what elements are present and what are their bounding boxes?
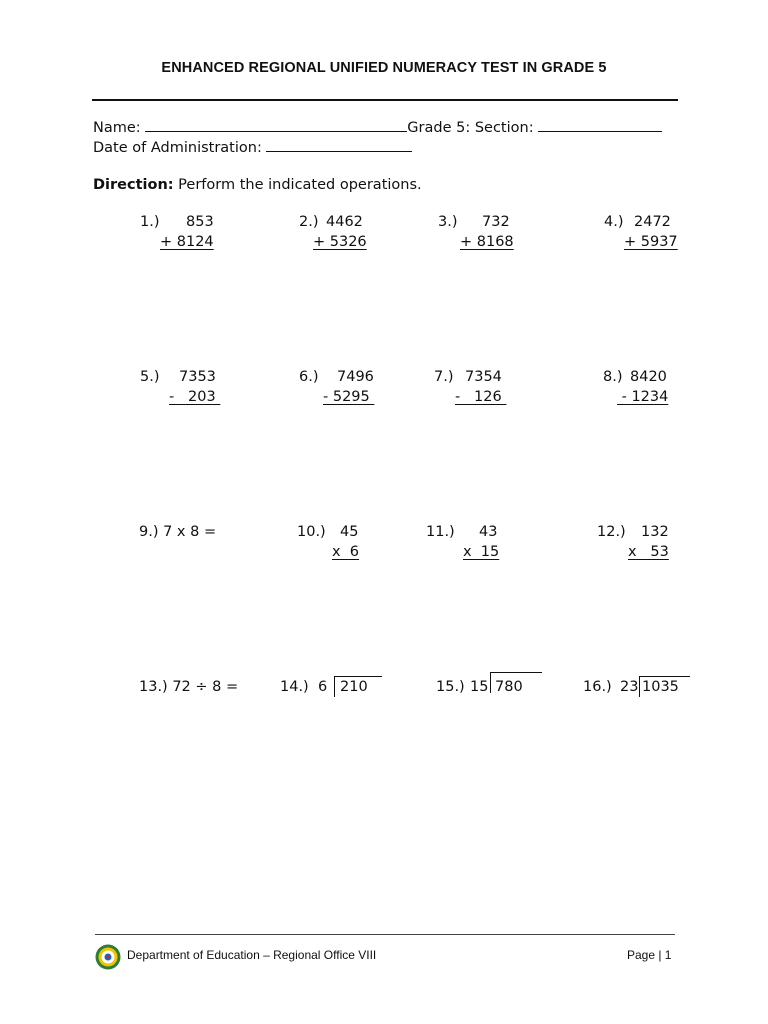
divisor: 6 [318,679,328,695]
problem-number: 1.) [140,214,160,230]
name-field[interactable] [145,118,407,132]
direction-label: Direction: [93,177,174,193]
date-label: Date of Administration: [93,140,262,156]
dividend: 780 [495,679,523,695]
problem-bottom-operand: + 8168 [460,234,514,250]
dividend: 1035 [642,679,679,695]
problem-top-operand: 7354 [465,369,502,385]
problem-number: 5.) [140,369,160,385]
problem-number: 4.) [604,214,624,230]
divisor: 15 [470,679,489,695]
problem-top-operand: 43 [479,524,498,540]
problem-expression: 9.) 7 x 8 = [139,524,217,540]
problem-number: 2.) [299,214,319,230]
divisor: 23 [620,679,639,695]
problem-bottom-operand: x 53 [628,544,669,560]
name-label: Name: [93,120,141,136]
problem-bottom-operand: + 5326 [313,234,367,250]
page-title: ENHANCED REGIONAL UNIFIED NUMERACY TEST IN GRADE 5 [161,60,607,76]
problem-top-operand: 7353 [179,369,216,385]
problem-top-operand: 853 [186,214,214,230]
deped-seal-icon [95,944,121,970]
footer-divider [95,934,675,935]
problem-top-operand: 4462 [326,214,363,230]
problem-bottom-operand: x 15 [463,544,500,560]
problem-bottom-operand: - 1234 [617,389,669,405]
problem-bottom-operand: - 126 [455,389,507,405]
problem-number: 14.) [280,679,309,695]
problem-bottom-operand: + 8124 [160,234,214,250]
problem-number: 7.) [434,369,454,385]
problem-number: 12.) [597,524,626,540]
grade-section-label: Grade 5: Section: [407,120,534,136]
problem-top-operand: 2472 [634,214,671,230]
problem-bottom-operand: - 5295 [323,389,375,405]
problem-top-operand: 732 [482,214,510,230]
title-divider [92,99,678,101]
problem-bottom-operand: x 6 [332,544,360,560]
footer-organization: Department of Education – Regional Office VIII [127,948,377,962]
section-field[interactable] [538,118,662,132]
problem-number: 6.) [299,369,319,385]
direction-text: Perform the indicated operations. [173,177,422,193]
problem-top-operand: 132 [641,524,669,540]
problem-top-operand: 8420 [630,369,667,385]
problem-number: 10.) [297,524,326,540]
problem-top-operand: 45 [340,524,359,540]
page-number: Page | 1 [627,948,672,962]
date-field[interactable] [266,138,412,152]
problem-bottom-operand: - 203 [169,389,221,405]
dividend: 210 [340,679,368,695]
problem-top-operand: 7496 [337,369,374,385]
name-row [93,118,662,136]
problem-number: 16.) [583,679,612,695]
problem-expression: 13.) 72 ÷ 8 = [139,679,239,695]
date-row [93,138,412,156]
problem-bottom-operand: + 5937 [624,234,678,250]
problem-number: 3.) [438,214,458,230]
direction [93,177,422,193]
problem-number: 8.) [603,369,623,385]
problem-number: 11.) [426,524,455,540]
problem-number: 15.) [436,679,465,695]
